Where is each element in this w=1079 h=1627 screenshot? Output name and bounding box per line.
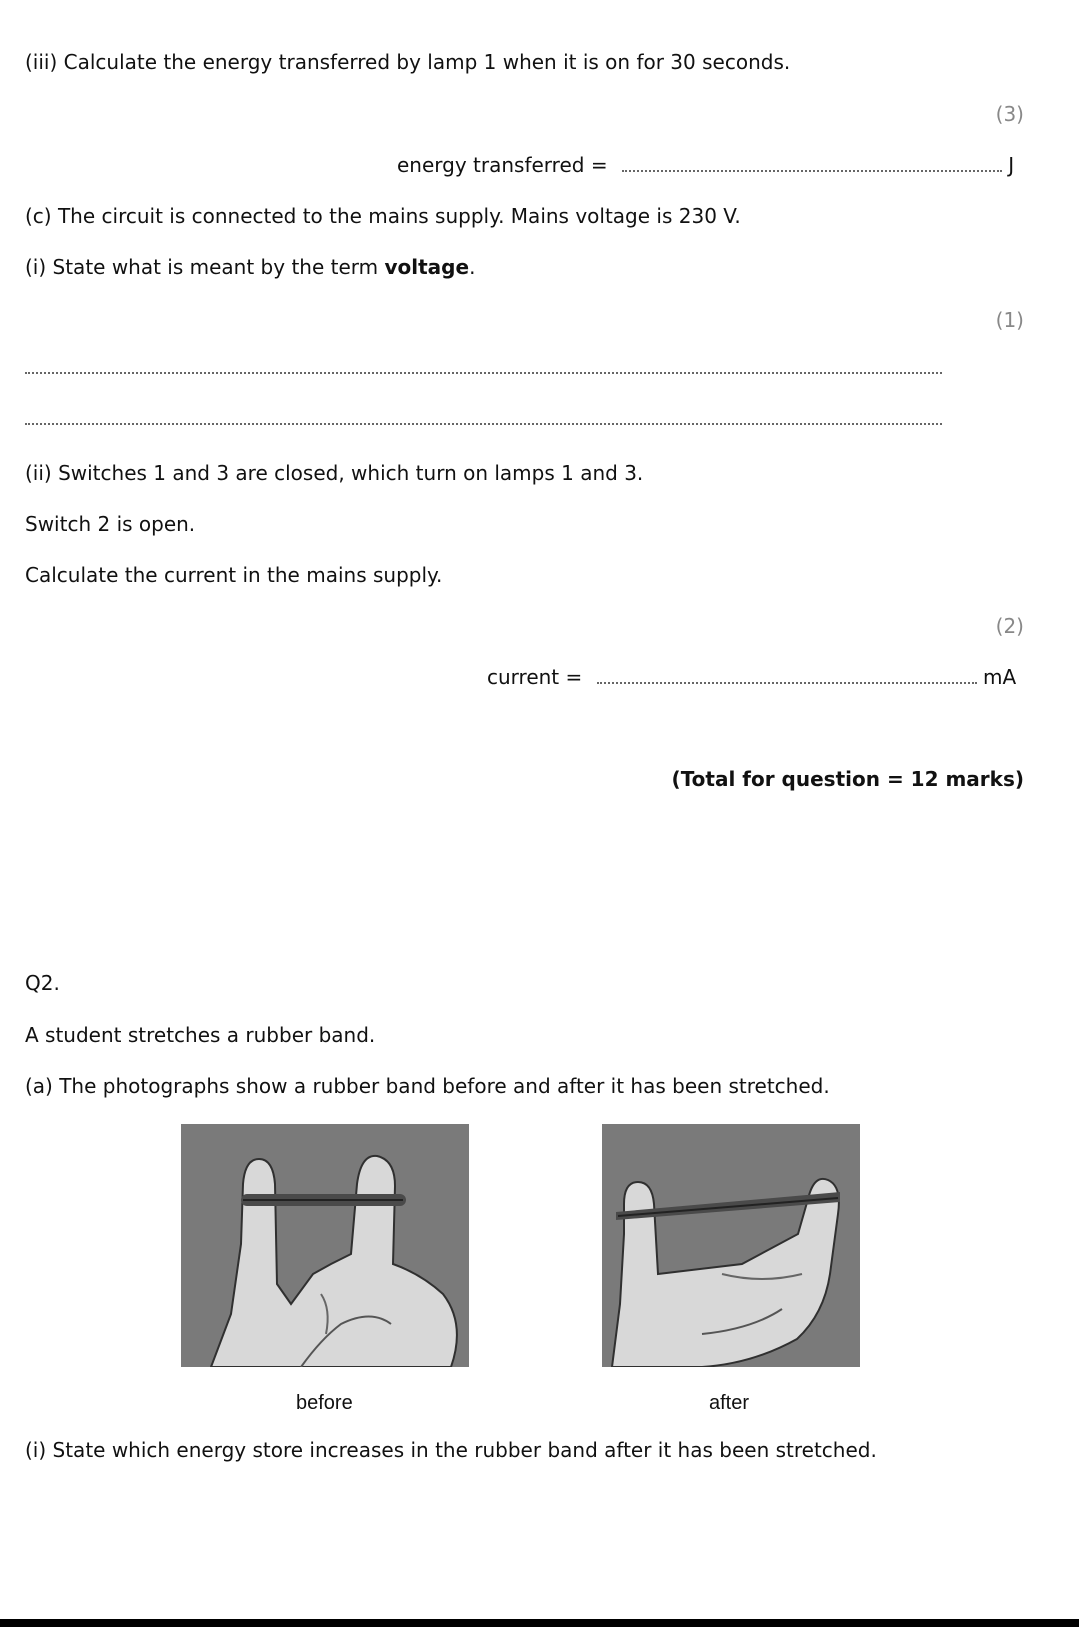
hand-before-illustration bbox=[181, 1124, 469, 1367]
answer-line-1[interactable] bbox=[25, 372, 942, 374]
current-label: current = bbox=[487, 665, 583, 689]
before-photo bbox=[181, 1124, 469, 1367]
energy-answer-field[interactable] bbox=[622, 170, 1002, 172]
q2-intro: A student stretches a rubber band. bbox=[25, 1023, 376, 1047]
energy-label: energy transferred = bbox=[397, 153, 608, 177]
switch2-text: Switch 2 is open. bbox=[25, 512, 196, 536]
hand-after-illustration bbox=[602, 1124, 860, 1367]
q2-heading: Q2. bbox=[25, 971, 60, 995]
marks-1: (1) bbox=[995, 308, 1024, 332]
energy-unit: J bbox=[1008, 153, 1015, 177]
total-marks: (Total for question = 12 marks) bbox=[671, 767, 1024, 791]
question-iii-text: (iii) Calculate the energy transferred by lamp 1 when it is on for 30 seconds. bbox=[25, 50, 791, 74]
part-cii-text: (ii) Switches 1 and 3 are closed, which turn on lamps 1 and 3. bbox=[25, 461, 644, 485]
part-ci-prefix: (i) State what is meant by the term bbox=[25, 255, 385, 279]
marks-3: (3) bbox=[995, 102, 1024, 126]
voltage-term: voltage bbox=[384, 255, 470, 279]
caption-after: after bbox=[709, 1392, 750, 1414]
calculate-current-text: Calculate the current in the mains supply. bbox=[25, 563, 443, 587]
caption-before: before bbox=[296, 1392, 353, 1414]
current-answer-line bbox=[487, 665, 1016, 689]
part-c-text: (c) The circuit is connected to the mains supply. Mains voltage is 230 V. bbox=[25, 204, 741, 228]
part-ci-suffix: . bbox=[469, 255, 476, 279]
answer-line-2[interactable] bbox=[25, 423, 942, 425]
part-a-text: (a) The photographs show a rubber band before and after it has been stretched. bbox=[25, 1074, 830, 1098]
current-unit: mA bbox=[982, 665, 1017, 689]
part-ci-text bbox=[25, 255, 475, 279]
after-photo bbox=[602, 1124, 860, 1367]
current-answer-field[interactable] bbox=[597, 682, 977, 684]
energy-answer-line bbox=[397, 153, 1014, 177]
bottom-edge-bar bbox=[0, 1619, 1079, 1627]
marks-2: (2) bbox=[995, 614, 1024, 638]
part-ai-text: (i) State which energy store increases in the rubber band after it has been stretched. bbox=[25, 1438, 877, 1462]
